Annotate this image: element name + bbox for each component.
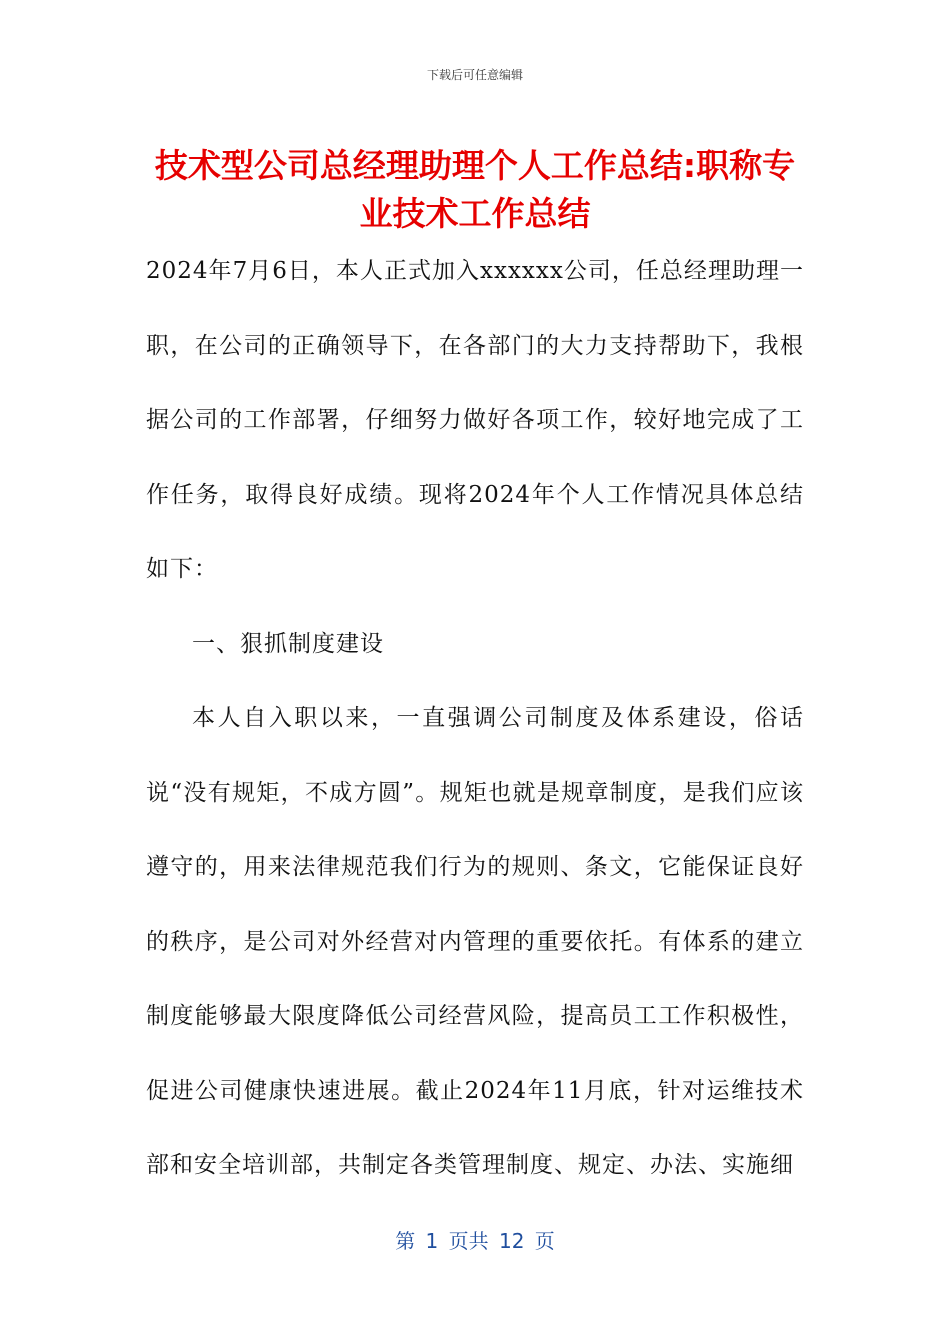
document-body (146, 234, 804, 1203)
document-title: 技术型公司总经理助理个人工作总结:职称专业技术工作总结 (154, 146, 796, 233)
page-header-note: 下载后可任意编辑 (426, 68, 523, 82)
paragraph-system-building: 本人自入职以来，一直强调公司制度及体系建设，俗话说“没有规矩，不成方圆”。规矩也就是规章制度，是我们应该遵守的，用来法律规范我们行为的规则、条文，它能保证良好的秩序，是公司对外经营对内管理的重要依托。有体系的建立制度能够最大限度降低公司经营风险，提高员工工作积极性，促进公司健康快速进展。截止2024年11月底，针对运维技术部和安全培训部，共制定各类管理制度、规定、办法、实施细 (146, 705, 804, 1178)
page-footer: 第 1 页共 12 页 (395, 1229, 555, 1253)
paragraph-intro: 2024年7月6日，本人正式加入xxxxxx公司，任总经理助理一职，在公司的正确领导下，在各部门的大力支持帮助下，我根据公司的工作部署，仔细努力做好各项工作，较好地完成了工作任务，取得良好成绩。现将2024年个人工作情况具体总结如下： (146, 258, 804, 582)
section-heading: 一、狠抓制度建设 (192, 630, 384, 657)
